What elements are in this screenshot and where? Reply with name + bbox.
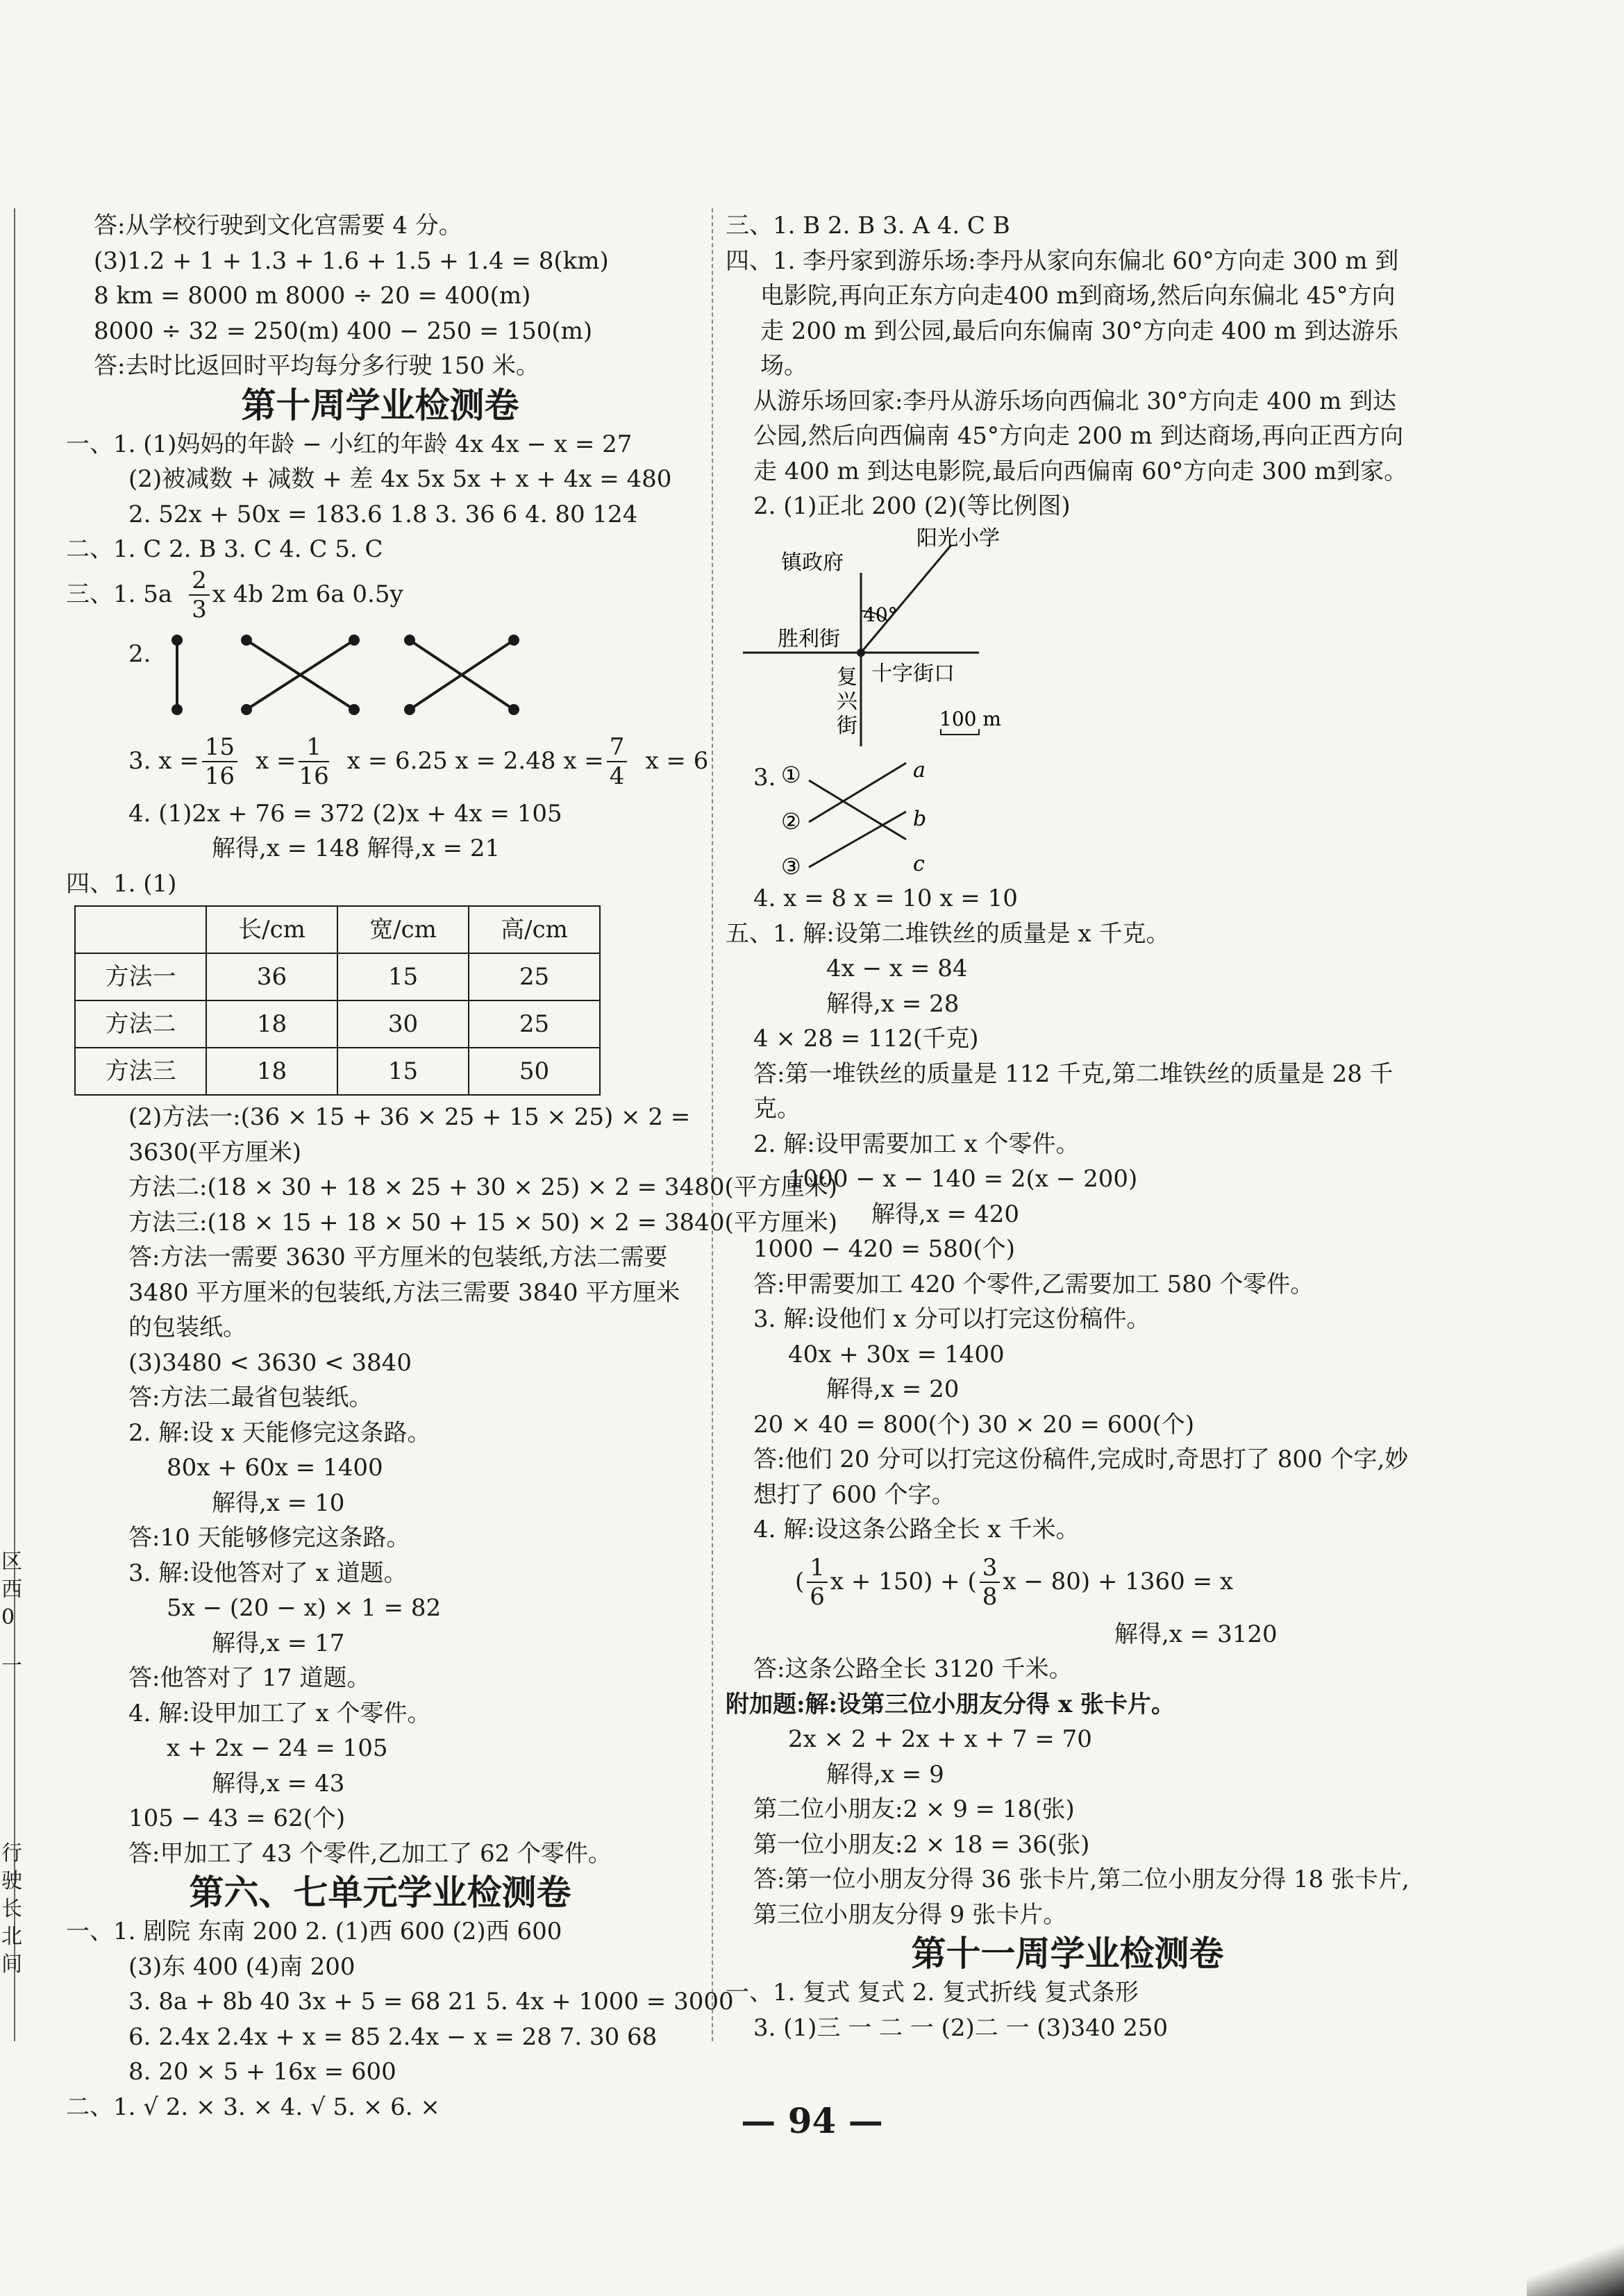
origin-point bbox=[857, 648, 865, 657]
table-cell: 方法三 bbox=[75, 1048, 206, 1095]
match-dot bbox=[241, 704, 252, 715]
match-line bbox=[809, 780, 906, 839]
fraction bbox=[807, 1554, 828, 1611]
answer-line: 4. x = 8 x = 10 x = 10 bbox=[753, 885, 1018, 912]
edge-char: 一 bbox=[1, 1654, 22, 1678]
item-label: 3. bbox=[753, 764, 776, 791]
table-cell: 宽/cm bbox=[337, 906, 469, 953]
answer-line: x + 2x − 24 = 105 bbox=[167, 1734, 388, 1762]
answer-line: 2. 解:设甲需要加工 x 个零件。 bbox=[753, 1130, 1080, 1158]
town-hall-label: 镇政府 bbox=[781, 550, 844, 575]
answer-line: 答:从学校行驶到文化宫需要 4 分。 bbox=[94, 212, 462, 240]
angle-label: 40° bbox=[863, 603, 898, 626]
answer-line: 解得,x = 43 bbox=[212, 1769, 345, 1798]
match-line bbox=[809, 763, 906, 822]
answer-line: 解得,x = 148 解得,x = 21 bbox=[212, 835, 501, 862]
match-dot bbox=[171, 635, 183, 646]
answer-line: 解得,x = 20 bbox=[826, 1375, 960, 1403]
answer-line: 答:他们 20 分可以打完这份稿件,完成时,奇思打了 800 个字,妙想打了 600 个字。 bbox=[753, 1446, 1409, 1509]
denominator: 3 bbox=[192, 595, 207, 623]
text: ( bbox=[795, 1568, 805, 1596]
scan-shadow bbox=[1527, 2234, 1624, 2296]
denominator: 16 bbox=[204, 762, 235, 790]
answer-line: 五、1. 解:设第二堆铁丝的质量是 x 千克。 bbox=[726, 919, 1170, 948]
answer-line: 80x + 60x = 1400 bbox=[167, 1454, 383, 1482]
text: x + 150) + ( bbox=[830, 1568, 977, 1596]
answer-line: 解得,x = 28 bbox=[826, 989, 960, 1018]
letter-label: a bbox=[913, 758, 926, 782]
answer-line: (2)被减数 + 减数 + 差 4x 5x 5x + x + 4x = 480 bbox=[128, 465, 672, 493]
denominator: 6 bbox=[810, 1582, 825, 1611]
answer-line: 一、1. 复式 复式 2. 复式折线 复式条形 bbox=[726, 1979, 1139, 2006]
matching-svg bbox=[774, 756, 982, 881]
answer-line: 3. 解:设他们 x 分可以打完这份稿件。 bbox=[753, 1305, 1150, 1333]
match-line bbox=[809, 812, 906, 867]
edge-char: 行 bbox=[1, 1841, 22, 1866]
school-label: 阳光小学 bbox=[916, 526, 1000, 551]
match-dot bbox=[241, 635, 252, 646]
letter-label: b bbox=[913, 807, 927, 831]
fraction bbox=[202, 733, 237, 790]
street-label: 胜利街 bbox=[778, 626, 840, 651]
answer-line: 20 × 40 = 800(个) 30 × 20 = 600(个) bbox=[753, 1410, 1195, 1439]
answer-line: 3. (1)三 一 二 一 (2)二 一 (3)340 250 bbox=[753, 2013, 1169, 2042]
street-label: 街 bbox=[837, 713, 857, 738]
match-dot bbox=[508, 704, 519, 715]
table-cell: 长/cm bbox=[206, 906, 337, 953]
table-cell: 50 bbox=[469, 1048, 600, 1095]
answer-line: 四、1. 李丹家到游乐场:李丹从家向东偏北 60°方向走 300 m 到电影院,再向正东方向走400 m到商场,然后向东偏北 45°方向走 200 m 到公园,最后向东偏南 30°方向走 400 m 到达游乐场。 bbox=[726, 246, 1399, 380]
answer-line: 第二位小朋友:2 × 9 = 18(张) bbox=[753, 1795, 1075, 1823]
street-label: 兴 bbox=[837, 689, 857, 714]
answer-line: 4. 解:设这条公路全长 x 千米。 bbox=[753, 1516, 1080, 1543]
answer-line: 2. 解:设 x 天能修完这条路。 bbox=[128, 1418, 431, 1447]
answer-line: 方法二:(18 × 30 + 18 × 25 + 30 × 25) × 2 = 3480(平方厘米) bbox=[128, 1173, 837, 1201]
answer-line: (3)东 400 (4)南 200 bbox=[128, 1952, 355, 1981]
match-dot bbox=[171, 704, 183, 715]
text: x = 6 bbox=[645, 747, 709, 776]
answer-line: 一、1. 剧院 东南 200 2. (1)西 600 (2)西 600 bbox=[66, 1918, 562, 1945]
answer-line: 从游乐场回家:李丹从游乐场向西偏北 30°方向走 400 m 到达公园,然后向西偏南 45°方向走 200 m 到达商场,再向正西方向走 400 m 到达电影院,最后向西偏南 60°方向走 300 m到家。 bbox=[753, 387, 1408, 485]
answer-line: 第一位小朋友:2 × 18 = 36(张) bbox=[753, 1830, 1090, 1859]
circle-label: ③ bbox=[781, 853, 801, 880]
numerator: 7 bbox=[607, 733, 628, 762]
table-cell: 18 bbox=[206, 1048, 337, 1095]
table-cell: 25 bbox=[469, 1000, 600, 1048]
circle-label: ① bbox=[781, 762, 801, 788]
scale-label: 100 m bbox=[939, 707, 1001, 730]
text: x 4b 2m 6a 0.5y bbox=[212, 580, 403, 609]
table-cell: 方法二 bbox=[75, 1000, 206, 1048]
match-dot bbox=[508, 635, 519, 646]
answer-line: 2x × 2 + 2x + x + 7 = 70 bbox=[788, 1725, 1092, 1753]
numerator: 3 bbox=[980, 1554, 1001, 1583]
answer-line-fraction bbox=[66, 727, 709, 796]
answer-line: 答:他答对了 17 道题。 bbox=[128, 1664, 371, 1692]
table-cell: 30 bbox=[337, 1000, 469, 1048]
fraction bbox=[299, 733, 328, 790]
answer-line: 8 km = 8000 m 8000 ÷ 20 = 400(m) bbox=[94, 282, 531, 310]
table-cell: 18 bbox=[206, 1000, 337, 1048]
table-cell: 25 bbox=[469, 953, 600, 1000]
table-header-row bbox=[75, 906, 600, 953]
answer-line: 2. (1)正北 200 (2)(等比例图) bbox=[753, 492, 1071, 520]
answer-line: 解得,x = 17 bbox=[212, 1629, 345, 1657]
answer-line: 答:甲需要加工 420 个零件,乙需要加工 580 个零件。 bbox=[753, 1270, 1314, 1298]
text: x = 6.25 x = 2.48 x = bbox=[346, 747, 604, 776]
matching-lines-svg bbox=[163, 623, 580, 727]
answer-line: 一、1. (1)妈妈的年龄 − 小红的年龄 4x 4x − x = 27 bbox=[66, 430, 633, 458]
fraction bbox=[189, 567, 210, 623]
table-cell bbox=[75, 906, 206, 953]
section-title-week11: 第十一周学业检测卷 bbox=[911, 1933, 1224, 1974]
page-number: — 94 — bbox=[741, 2100, 883, 2141]
edge-text-bottom bbox=[1, 1840, 22, 1979]
crossroad-label: 十字街口 bbox=[871, 661, 955, 686]
denominator: 16 bbox=[299, 762, 329, 790]
matching-diagram bbox=[66, 623, 694, 727]
edge-char: 西 bbox=[1, 1577, 22, 1602]
answer-line: 解得,x = 3120 bbox=[1114, 1620, 1278, 1648]
numerator: 1 bbox=[299, 733, 328, 762]
match-dot bbox=[404, 635, 415, 646]
edge-char: 0 bbox=[1, 1605, 15, 1629]
answer-line: (3)3480 < 3630 < 3840 bbox=[128, 1348, 412, 1377]
edge-char: 驶 bbox=[1, 1869, 22, 1893]
answer-line: 40x + 30x = 1400 bbox=[788, 1340, 1005, 1368]
answer-line: 4. 解:设甲加工了 x 个零件。 bbox=[128, 1699, 431, 1727]
answer-line: 解得,x = 9 bbox=[826, 1760, 944, 1788]
edge-text-top bbox=[1, 1548, 22, 1680]
answer-line: 答:第一位小朋友分得 36 张卡片,第二位小朋友分得 18 张卡片,第三位小朋友分得 9 张卡片。 bbox=[753, 1866, 1409, 1929]
answer-line: (3)1.2 + 1 + 1.3 + 1.6 + 1.5 + 1.4 = 8(km) bbox=[94, 246, 609, 275]
answer-line: 答:去时比返回时平均每分多行驶 150 米。 bbox=[94, 352, 539, 380]
answer-line: 3. 8a + 8b 40 3x + 5 = 68 21 5. 4x + 1000 = 3000 bbox=[128, 1988, 734, 2016]
table-row bbox=[75, 953, 600, 1000]
edge-char: 间 bbox=[1, 1952, 22, 1977]
fraction bbox=[607, 733, 628, 790]
answer-line-fraction bbox=[66, 567, 694, 623]
answer-line: 答:方法一需要 3630 平方厘米的包装纸,方法二需要 3480 平方厘米的包装纸,方法三需要 3840 平方厘米的包装纸。 bbox=[128, 1243, 680, 1341]
letter-label: c bbox=[913, 852, 925, 876]
section-title-unit67: 第六、七单元学业检测卷 bbox=[189, 1872, 571, 1913]
page-edge-line bbox=[14, 208, 15, 2041]
answer-line: 二、1. √ 2. × 3. × 4. √ 5. × 6. × bbox=[66, 2093, 440, 2121]
matching-diagram-2 bbox=[726, 756, 1409, 881]
route-to-school bbox=[861, 545, 951, 653]
answer-line: 答:甲加工了 43 个零件,乙加工了 62 个零件。 bbox=[128, 1839, 612, 1868]
match-dot bbox=[349, 704, 360, 715]
street-map-diagram bbox=[739, 524, 1100, 746]
match-dot bbox=[349, 635, 360, 646]
answer-line: 三、1. B 2. B 3. A 4. C B bbox=[726, 212, 1010, 240]
text: x = bbox=[255, 747, 296, 776]
answer-line: 4. (1)2x + 76 = 372 (2)x + 4x = 105 bbox=[128, 799, 562, 828]
fraction bbox=[980, 1554, 1001, 1611]
match-dot bbox=[404, 704, 415, 715]
edge-char: 北 bbox=[1, 1925, 22, 1949]
table-cell: 高/cm bbox=[469, 906, 600, 953]
answer-line: 答:10 天能够修完这条路。 bbox=[128, 1524, 410, 1552]
answer-line: 4x − x = 84 bbox=[826, 955, 968, 982]
answer-line-fraction bbox=[726, 1548, 1409, 1617]
text: 三、1. 5a bbox=[66, 580, 173, 609]
answer-line: 5x − (20 − x) × 1 = 82 bbox=[167, 1594, 442, 1622]
dimensions-table bbox=[74, 905, 601, 1096]
answer-line: 方法三:(18 × 15 + 18 × 50 + 15 × 50) × 2 = 3840(平方厘米) bbox=[128, 1208, 837, 1237]
denominator: 8 bbox=[982, 1582, 998, 1611]
answer-line: 解得,x = 10 bbox=[212, 1489, 345, 1517]
table-cell: 36 bbox=[206, 953, 337, 1000]
answer-line: 解得,x = 420 bbox=[871, 1200, 1019, 1228]
edge-char: 长 bbox=[1, 1897, 22, 1921]
answer-line: 8000 ÷ 32 = 250(m) 400 − 250 = 150(m) bbox=[94, 317, 593, 345]
answer-line: 3. 解:设他答对了 x 道题。 bbox=[128, 1559, 408, 1587]
answer-line: 答:方法二最省包装纸。 bbox=[128, 1384, 373, 1411]
denominator: 4 bbox=[609, 762, 625, 790]
answer-line: 2. 52x + 50x = 183.6 1.8 3. 36 6 4. 80 124 bbox=[128, 500, 638, 528]
section-title-week10: 第十周学业检测卷 bbox=[241, 384, 519, 426]
answer-line: 8. 20 × 5 + 16x = 600 bbox=[128, 2058, 396, 2086]
answer-line: 1000 − x − 140 = 2(x − 200) bbox=[788, 1165, 1138, 1193]
edge-char: 区 bbox=[1, 1550, 22, 1574]
answer-line: 答:第一堆铁丝的质量是 112 千克,第二堆铁丝的质量是 28 千克。 bbox=[753, 1059, 1393, 1123]
answer-line: 四、1. (1) bbox=[66, 869, 177, 898]
table-cell: 15 bbox=[337, 1048, 469, 1095]
numerator: 15 bbox=[202, 733, 237, 762]
item-label: 2. bbox=[128, 639, 151, 668]
answer-line: 答:这条公路全长 3120 千米。 bbox=[753, 1655, 1073, 1683]
numerator: 2 bbox=[189, 567, 210, 596]
numerator: 1 bbox=[807, 1554, 828, 1583]
table-cell: 15 bbox=[337, 953, 469, 1000]
bonus-question-line: 附加题:解:设第三位小朋友分得 x 张卡片。 bbox=[726, 1690, 1175, 1718]
right-column bbox=[726, 208, 1409, 2045]
answer-line: 6. 2.4x 2.4x + x = 85 2.4x − x = 28 7. 30 68 bbox=[128, 2022, 658, 2051]
table-row bbox=[75, 1000, 600, 1048]
answer-line: 105 − 43 = 62(个) bbox=[128, 1804, 346, 1832]
column-divider bbox=[712, 208, 713, 2041]
circle-label: ② bbox=[781, 808, 801, 835]
text: 3. x = bbox=[128, 747, 199, 776]
street-label: 复 bbox=[837, 664, 857, 689]
answer-line: 1000 − 420 = 580(个) bbox=[753, 1235, 1016, 1263]
table-row bbox=[75, 1048, 600, 1095]
answer-line: 二、1. C 2. B 3. C 4. C 5. C bbox=[66, 535, 383, 563]
answer-line: (2)方法一:(36 × 15 + 36 × 25 + 15 × 25) × 2 = 3630(平方厘米) bbox=[128, 1103, 691, 1166]
text: x − 80) + 1360 = x bbox=[1003, 1568, 1234, 1596]
table-cell: 方法一 bbox=[75, 953, 206, 1000]
answer-line: 4 × 28 = 112(千克) bbox=[753, 1025, 979, 1053]
